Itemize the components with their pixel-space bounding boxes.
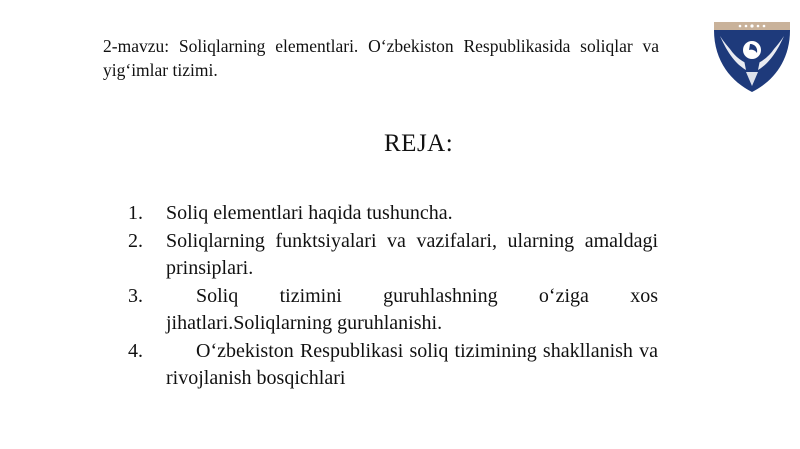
item-number: 3.: [128, 284, 143, 307]
item-text: Soliq tizimini guruhlashning o‘ziga xos jihatlari.Soliqlarning guruhlanishi.: [166, 284, 658, 334]
list-item: [128, 283, 658, 338]
plan-title: REJA:: [384, 130, 454, 157]
item-text: O‘zbekiston Respublikasi soliq tizimining shakllanish va rivojlanish bosqichlari: [166, 339, 658, 389]
list-item: [128, 338, 658, 393]
list-item: [128, 200, 658, 228]
item-number: 2.: [128, 229, 143, 252]
item-text: Soliq elementlari haqida tushuncha.: [166, 202, 453, 224]
eagle-shield-logo-icon: [710, 20, 794, 94]
plan-list: [128, 200, 658, 393]
list-item: [128, 228, 658, 283]
item-text: Soliqlarning funktsiyalari va vazifalari, ularning amaldagi prinsiplari.: [166, 229, 658, 279]
item-number: 1.: [128, 202, 143, 224]
topic-title: 2-mavzu: Soliqlarning elementlari. O‘zbekiston Respublikasida soliqlar va yig‘imlar tizimi.: [103, 36, 659, 80]
item-number: 4.: [128, 339, 143, 362]
